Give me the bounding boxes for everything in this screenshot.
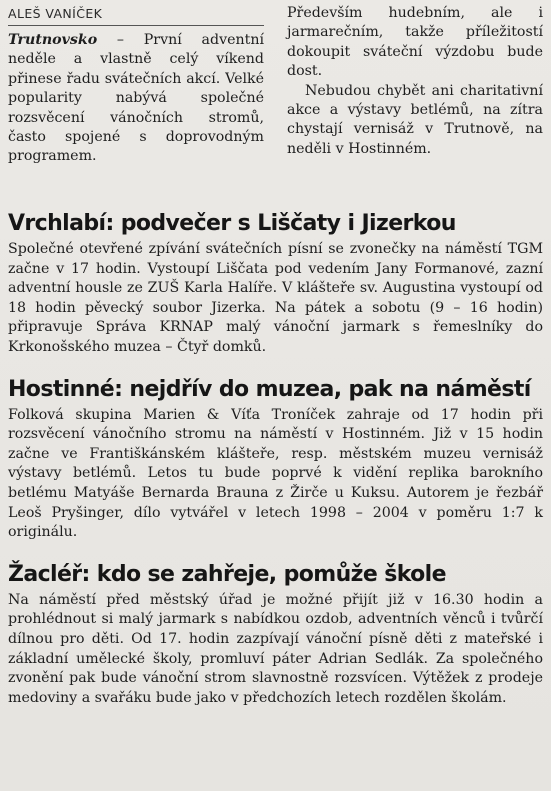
- section-body: Folková skupina Marien & Víťa Troníček zahraje od 17 hodin při rozsvěcení vánočního stromu na náměstí v Hostinném. Již v 15 hodin začne ve Františkánském klášteře, resp. městském muzeu vernisáž výstavy betlémů. Letos tu bude poprvé k vidění replika barokního betlému Matyáše Bernarda Brauna z Žirče u Kuksu. Autorem je řezbář Leoš Pryšinger, dílo vytvářel v letech 1998 – 2004 v poměru 1:7 k originálu.: [8, 406, 543, 541]
- section-body: Společné otevřené zpívání svátečních písní se zvonečky na náměstí TGM začne v 17 hodin. Vystoupí Liščata pod vedením Jany Formanové, zazní adventní housle ze ZUŠ Karla Halíře. V klášteře sv. Augustina vystoupí od 18 hodin pěvecký soubor Jizerka. Na pátek a sobotu (9 – 16 hodin) připravuje Správa KRNAP malý vánoční jarmark s řemeslníky do Krkonošského muzea – Čtyř domků.: [8, 241, 543, 355]
- intro-column-right: [287, 4, 543, 192]
- section-heading: Hostinné: nejdřív do muzea, pak na náměstí: [8, 376, 531, 402]
- intro-columns: [8, 4, 543, 192]
- section-heading: Žacléř: kdo se zahřeje, pomůže škole: [8, 561, 446, 587]
- intro-lead-place: Trutnovsko: [8, 32, 98, 48]
- section-body: Na náměstí před městský úřad je možné přijít již v 16.30 hodin a prohlédnout si malý jarmark s nabídkou ozdob, adventních věnců i tvůrčí dílnou pro děti. Od 17. hodin zazpívají vánoční písně děti z mateřské i základní umělecké školy, promluví páter Adrian Sedlák. Za společného zvonění pak bude vánoční strom slavnostně rozsvícen. Výtěžek z prodeje medoviny a svařáku bude jako v předchozích letech rozdělen školám.: [8, 591, 543, 706]
- section-zacler: [8, 561, 543, 709]
- intro-paragraph-continued: [287, 4, 543, 82]
- intro-paragraph-2: Nebudou chybět ani charitativní akce a výstavy betlémů, na zítra chystají vernisáž v Trutnově, na neděli v Hostinném.: [287, 82, 543, 157]
- section-hostinne: [8, 376, 543, 543]
- section-vrchlabi: [8, 210, 543, 358]
- section-heading: Vrchlabí: podvečer s Liščaty i Jizerkou: [8, 211, 456, 236]
- author-byline: ALEŠ VANÍČEK: [8, 4, 264, 26]
- intro-paragraph: [8, 31, 264, 167]
- intro-dash: –: [97, 32, 144, 48]
- intro-text-part-1: První adventní neděle a vlastně celý víkend přinese řadu svátečních akcí. Velké popularity nabývá společné rozsvěcení vánočních stromů, často spojené s doprovodným programem.: [8, 32, 264, 165]
- intro-text-part-2: Především hudebním, ale i jarmarečním, takže příležitostí dokoupit sváteční výzdobu bude dost.: [287, 5, 543, 80]
- intro-column-left: [8, 4, 264, 192]
